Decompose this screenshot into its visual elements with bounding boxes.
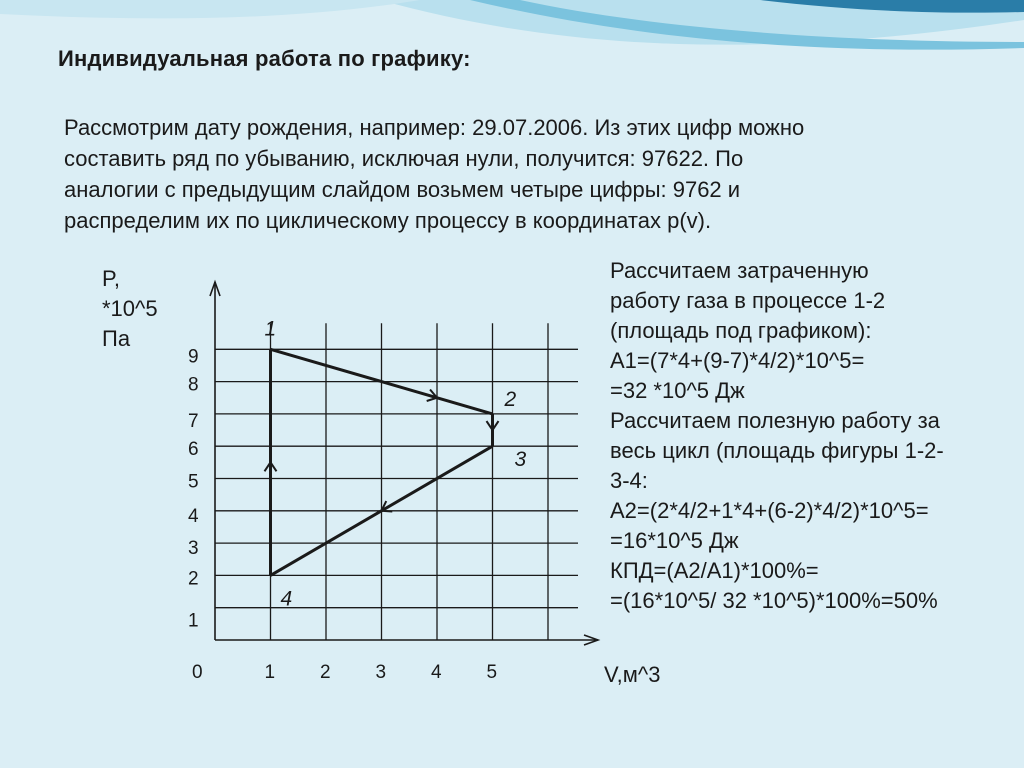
intro-line: Рассмотрим дату рождения, например: 29.07.2006. Из этих цифр можно — [64, 115, 805, 140]
y-axis-label-line: *10^5 — [102, 296, 158, 321]
point-label: 2 — [504, 387, 517, 411]
calc-line: весь цикл (площадь фигуры 1-2- — [610, 438, 944, 463]
y-tick-label: 6 — [188, 439, 199, 461]
calc-line: (площадь под графиком): — [610, 318, 872, 343]
x-tick-label: 3 — [375, 662, 387, 683]
point-label: 3 — [514, 448, 527, 472]
intro-line: распределим их по циклическому процессу в координатах p(v). — [64, 208, 712, 233]
calc-line: КПД=(А2/А1)*100%= — [610, 558, 819, 583]
y-tick-label: 3 — [188, 538, 199, 560]
x-tick-label: 1 — [264, 662, 276, 683]
calc-line: Рассчитаем затраченную — [610, 258, 869, 283]
y-tick-label: 8 — [188, 374, 199, 396]
y-tick-label: 5 — [188, 471, 199, 493]
y-tick-label: 7 — [188, 410, 199, 432]
x-tick-label: 4 — [431, 662, 442, 683]
calc-line: работу газа в процессе 1-2 — [610, 288, 886, 313]
point-label: 4 — [280, 587, 293, 611]
y-tick-label: 1 — [188, 610, 199, 632]
slide-title: Индивидуальная работа по графику: — [58, 46, 471, 71]
x-tick-label: 0 — [192, 662, 203, 683]
x-tick-label: 5 — [486, 662, 498, 683]
point-label: 1 — [264, 317, 277, 341]
y-tick-label: 4 — [188, 505, 199, 527]
x-tick-label: 2 — [320, 662, 331, 683]
intro-line: аналогии с предыдущим слайдом возьмем четыре цифры: 9762 и — [64, 177, 741, 202]
calc-line: А1=(7*4+(9-7)*4/2)*10^5= — [610, 348, 865, 373]
y-axis-label-line: Па — [102, 326, 131, 351]
y-tick-label: 2 — [188, 568, 199, 590]
calc-line: =32 *10^5 Дж — [610, 378, 745, 403]
calc-line: 3-4: — [610, 468, 648, 493]
intro-line: составить ряд по убыванию, исключая нули, получится: 97622. По — [64, 146, 744, 171]
y-tick-label: 9 — [188, 346, 199, 368]
y-axis-label-line: P, — [102, 266, 120, 291]
x-axis-label: V,м^3 — [604, 662, 661, 687]
calc-line: =(16*10^5/ 32 *10^5)*100%=50% — [610, 588, 938, 613]
calc-line: =16*10^5 Дж — [610, 528, 739, 553]
calc-line: Рассчитаем полезную работу за — [610, 408, 940, 433]
calc-line: А2=(2*4/2+1*4+(6-2)*4/2)*10^5= — [610, 498, 929, 523]
